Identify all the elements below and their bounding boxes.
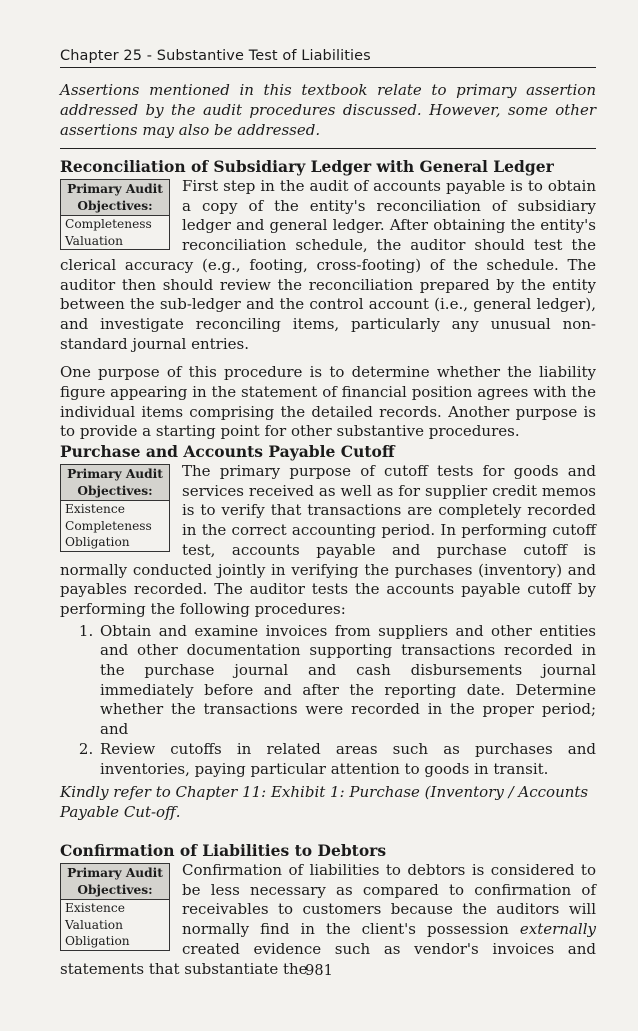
section-cutoff: [60, 442, 596, 779]
paragraph: First step in the audit of accounts payable is to obtain a copy of the entity's reconciliation of subsidiary ledger and general ledger. After obtaining the entity's reconciliation schedule, the auditor should test the clerical accuracy (e.g., footing, cross-footing) of the schedule. The auditor then should review the reconciliation prepared by the entity between the sub-ledger and the control account (i.e., general ledger), and investigate reconciling items, particularly any unusual non-standard journal entries.: [60, 177, 596, 353]
procedure-list: [60, 622, 596, 780]
objectives-box: [60, 863, 170, 951]
section-title: Reconciliation of Subsidiary Ledger with General Ledger: [60, 157, 554, 176]
section-reconciliation: [60, 157, 596, 442]
objective-item: Completeness: [65, 217, 152, 231]
section-body: [60, 861, 596, 979]
objective-item: Valuation: [65, 233, 123, 248]
section-confirmation: [60, 841, 596, 979]
section-body: [60, 177, 596, 442]
objectives-header: Primary Audit Objectives:: [61, 864, 169, 900]
objective-item: Obligation: [65, 535, 130, 549]
objectives-header: Primary Audit Objectives:: [61, 180, 169, 216]
reference-note: Kindly refer to Chapter 11: Exhibit 1: Purchase (Inventory / Accounts Payable Cut-off.: [60, 783, 589, 821]
text-run: created evidence such as vendor's invoices and statements that substantiate the: [60, 939, 596, 978]
objective-item: Obligation: [65, 934, 130, 948]
paragraph: The primary purpose of cutoff tests for goods and services received as well as for supplier credit memos is to verify that transactions are completely recorded in the correct accounting period. In performing cutoff test, accounts payable and purchase cutoff is normally conducted jointly in verifying the purchases (inventory) and payables recorded. The auditor tests the accounts payable cutoff by performing the following procedures:: [60, 462, 596, 618]
text-run: Confirmation of liabilities to debtors is considered to be less necessary as compared to confirmation of receivables to customers because the auditors will normally find in the client's possession: [182, 861, 596, 939]
section-title: Confirmation of Liabilities to Debtors: [60, 841, 387, 860]
objective-item: Existence: [65, 502, 125, 516]
procedure-item: 1. Obtain and examine invoices from suppliers and other entities and other documentation supporting transactions recorded in the purchase journal and cash disbursements journal immediately before and after the reporting date. Determine whether the transactions were recorded in the proper period; and: [98, 622, 596, 740]
assertions-note: Assertions mentioned in this textbook relate to primary assertion addressed by the audit procedures discussed. However, some other assertions may also be addressed.: [60, 80, 596, 149]
paragraph: One purpose of this procedure is to determine whether the liability figure appearing in the statement of financial position agrees with the individual items comprising the detailed records. Another purpose is to provide a starting point for other substantive procedures.: [60, 363, 596, 441]
page-number: 981: [305, 963, 333, 979]
procedure-item: 2. Review cutoffs in related areas such as purchases and inventories, paying particular attention to goods in transit.: [98, 740, 596, 779]
objective-item: Existence: [65, 901, 125, 915]
objective-item: Completeness: [65, 518, 152, 533]
objectives-box: [60, 464, 170, 552]
objectives-header: Primary Audit Objectives:: [61, 465, 169, 501]
section-body: [60, 462, 596, 779]
objectives-box: [60, 179, 170, 250]
section-title: Purchase and Accounts Payable Cutoff: [60, 442, 395, 461]
emphasis-text: externally: [519, 920, 596, 939]
chapter-header: Chapter 25 - Substantive Test of Liabilities: [60, 48, 596, 68]
objective-item: Valuation: [65, 917, 123, 932]
